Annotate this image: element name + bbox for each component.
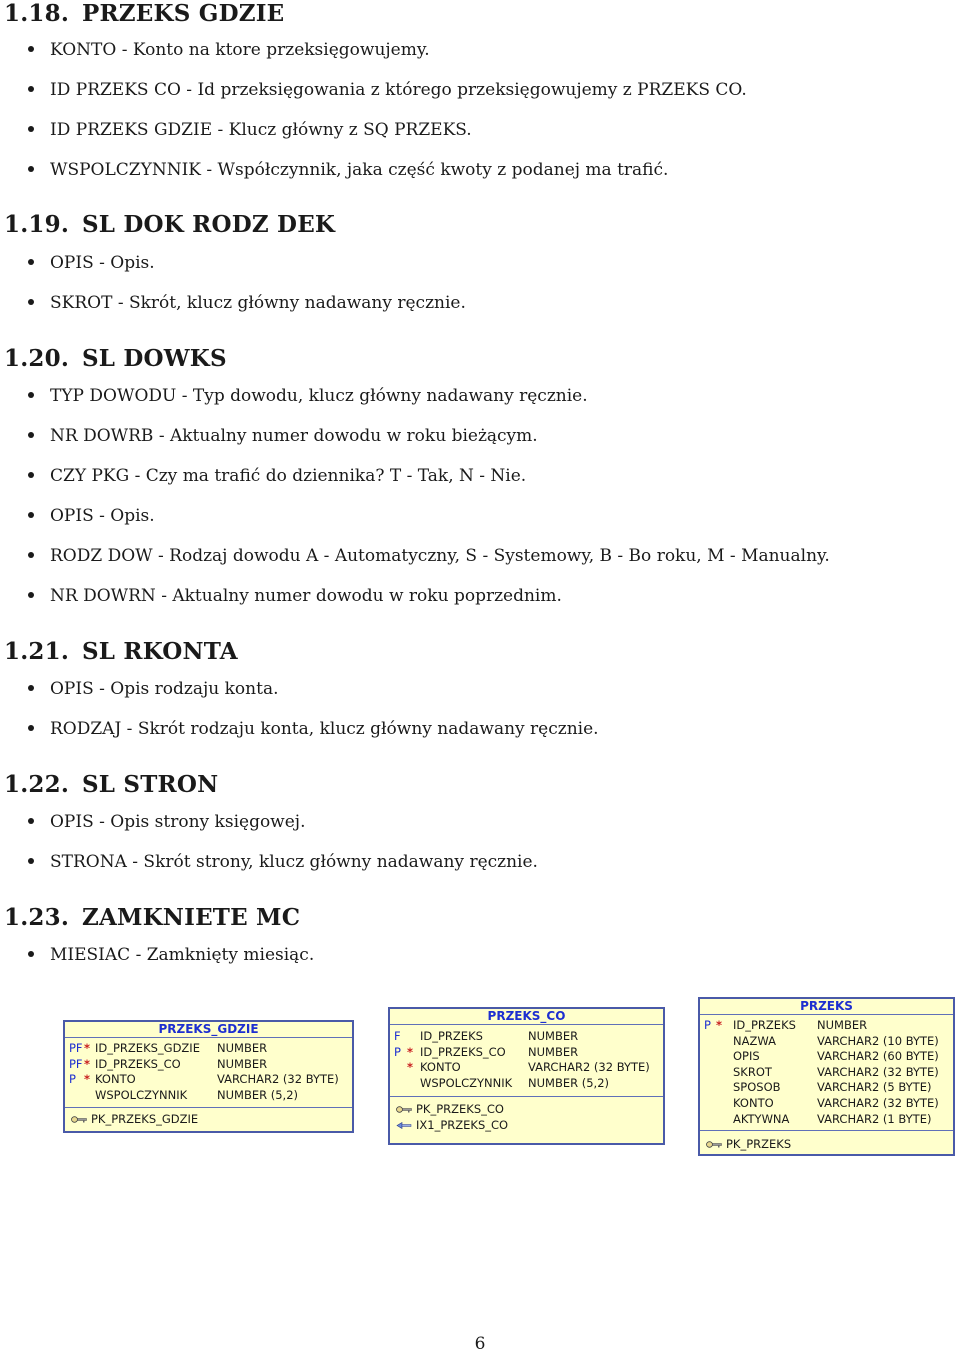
list-item [28,293,466,313]
list-item [28,586,562,606]
column-type: VARCHAR2 (60 BYTE) [817,1049,939,1064]
list-item [28,719,599,739]
bullet-icon [28,512,34,518]
column-type: VARCHAR2 (32 BYTE) [817,1095,939,1110]
key-row [390,1117,663,1133]
section-heading [4,771,218,798]
column-row [700,1034,953,1050]
column-row [390,1076,663,1092]
bullet-icon [28,951,34,957]
required-star: * [84,1072,91,1087]
column-name: WSPOLCZYNNIK [420,1075,513,1090]
key-flag: F [394,1029,401,1043]
bullet-icon [28,299,34,305]
key-row [65,1111,352,1127]
column-name: AKTYWNA [733,1111,790,1126]
table-title: PRZEKS [700,999,953,1015]
primary-key-icon [396,1106,412,1113]
bullet-icon [28,166,34,172]
bullet-icon [28,472,34,478]
primary-key-icon [706,1141,722,1148]
column-list [390,1025,663,1097]
key-flag: P [704,1018,711,1032]
column-row [700,1096,953,1112]
list-item [28,466,526,486]
bullet-icon [28,818,34,824]
column-row [390,1045,663,1061]
column-row [700,1080,953,1096]
item-text: OPIS - Opis strony księgowej. [50,812,306,832]
column-name: NAZWA [733,1033,776,1048]
key-list [390,1097,663,1133]
bullet-icon [28,86,34,92]
column-row [700,1018,953,1034]
section-heading [4,904,300,931]
column-type: NUMBER [217,1041,268,1055]
list-item [28,80,747,100]
column-name: ID_PRZEKS_CO [420,1044,506,1059]
section-heading [4,211,335,238]
column-row [700,1049,953,1065]
index-icon [396,1122,412,1129]
column-name: KONTO [420,1060,461,1075]
list-item [28,506,155,526]
key-list [65,1108,352,1127]
primary-key-icon [71,1116,87,1123]
key-name: PK_PRZEKS_CO [416,1102,504,1116]
item-text: NR DOWRB - Aktualny numer dowodu w roku bieżącym. [50,426,538,446]
item-text: NR DOWRN - Aktualny numer dowodu w roku poprzednim. [50,586,562,606]
item-text: ID PRZEKS GDZIE - Klucz główny z SQ PRZEKS. [50,120,472,140]
column-name: ID_PRZEKS [420,1029,483,1043]
list-item [28,40,430,60]
column-list [700,1015,953,1131]
column-row [700,1112,953,1128]
list-item [28,426,538,446]
key-flag: PF [69,1056,83,1071]
section-heading [4,345,227,372]
required-star: * [84,1056,91,1071]
item-text: ID PRZEKS CO - Id przeksięgowania z którego przeksięgowujemy z PRZEKS CO. [50,80,747,100]
column-type: NUMBER [217,1056,268,1071]
item-text: OPIS - Opis. [50,253,155,273]
column-name: ID_PRZEKS [733,1018,796,1032]
column-type: NUMBER (5,2) [217,1087,299,1102]
item-text: TYP DOWODU - Typ dowodu, klucz główny nadawany ręcznie. [50,386,588,406]
section-number: 1.19. [4,211,70,238]
key-list [700,1131,953,1152]
bullet-icon [28,725,34,731]
section-heading [4,638,238,665]
item-text: OPIS - Opis rodzaju konta. [50,679,279,699]
bullet-icon [28,392,34,398]
column-type: VARCHAR2 (32 BYTE) [528,1060,650,1075]
key-row [390,1101,663,1117]
column-name: ID_PRZEKS_CO [95,1056,181,1071]
list-item [28,852,538,872]
column-row [390,1060,663,1076]
section-number: 1.23. [4,904,70,931]
item-text: RODZ DOW - Rodzaj dowodu A - Automatyczny, S - Systemowy, B - Bo roku, M - Manualny. [50,546,830,566]
bullet-icon [28,432,34,438]
required-star: * [84,1041,91,1055]
key-name: IX1_PRZEKS_CO [416,1118,509,1132]
item-text: OPIS - Opis. [50,506,155,526]
column-name: SKROT [733,1064,772,1079]
table-przeks-co [388,1007,665,1145]
list-item [28,160,668,180]
key-flag: P [69,1072,76,1087]
column-type: NUMBER [528,1044,579,1059]
item-text: STRONA - Skrót strony, klucz główny nadawany ręcznie. [50,852,538,872]
item-text: WSPOLCZYNNIK - Współczynnik, jaka część kwoty z podanej ma trafić. [50,160,669,180]
required-star: * [407,1060,414,1075]
column-type: NUMBER [528,1029,579,1043]
column-type: VARCHAR2 (32 BYTE) [817,1064,939,1079]
item-text: MIESIAC - Zamknięty miesiąc. [50,945,315,965]
item-text: SKROT - Skrót, klucz główny nadawany ręcznie. [50,293,466,313]
column-name: OPIS [733,1049,760,1064]
column-row [65,1041,352,1057]
column-row [65,1057,352,1073]
column-row [65,1072,352,1088]
column-name: SPOSOB [733,1080,781,1095]
section-title: SL DOWKS [82,345,227,372]
list-item [28,546,830,566]
section-title: SL STRON [82,771,219,798]
section-title: SL DOK RODZ DEK [82,211,336,238]
item-text: RODZAJ - Skrót rodzaju konta, klucz główny nadawany ręcznie. [50,719,599,739]
column-row [65,1088,352,1104]
list-item [28,386,588,406]
column-type: NUMBER (5,2) [528,1075,610,1090]
column-name: KONTO [95,1072,136,1087]
section-number: 1.22. [4,771,70,798]
column-type: VARCHAR2 (10 BYTE) [817,1033,939,1048]
page-number: 6 [474,1334,486,1354]
column-name: ID_PRZEKS_GDZIE [95,1041,200,1055]
list-item [28,945,314,965]
table-przeks-gdzie [63,1020,354,1133]
column-row [390,1029,663,1045]
key-name: PK_PRZEKS [726,1137,792,1151]
column-list [65,1038,352,1108]
table-title: PRZEKS_GDZIE [65,1022,352,1038]
bullet-icon [28,46,34,52]
column-type: VARCHAR2 (5 BYTE) [817,1080,932,1095]
column-type: NUMBER [817,1018,868,1032]
section-heading [4,0,284,27]
section-title: PRZEKS GDZIE [82,0,285,27]
key-row [700,1136,953,1152]
key-name: PK_PRZEKS_GDZIE [91,1112,199,1126]
list-item [28,253,155,273]
column-name: WSPOLCZYNNIK [95,1087,188,1102]
table-title: PRZEKS_CO [390,1009,663,1025]
section-number: 1.21. [4,638,70,665]
table-przeks [698,997,955,1156]
list-item [28,812,305,832]
column-type: VARCHAR2 (1 BYTE) [817,1111,932,1126]
required-star: * [407,1044,414,1059]
key-flag: PF [69,1041,83,1055]
required-star: * [716,1018,723,1032]
bullet-icon [28,552,34,558]
section-title: SL RKONTA [82,638,238,665]
column-name: KONTO [733,1095,774,1110]
column-type: VARCHAR2 (32 BYTE) [217,1072,339,1087]
section-number: 1.20. [4,345,70,372]
bullet-icon [28,259,34,265]
item-text: CZY PKG - Czy ma trafić do dziennika? T - Tak, N - Nie. [50,466,527,486]
section-title: ZAMKNIETE MC [82,904,301,931]
section-number: 1.18. [4,0,70,27]
key-flag: P [394,1044,401,1059]
item-text: KONTO - Konto na ktore przeksięgowujemy. [50,40,430,60]
list-item [28,120,472,140]
bullet-icon [28,126,34,132]
list-item [28,679,279,699]
column-row [700,1065,953,1081]
bullet-icon [28,858,34,864]
bullet-icon [28,685,34,691]
bullet-icon [28,592,34,598]
